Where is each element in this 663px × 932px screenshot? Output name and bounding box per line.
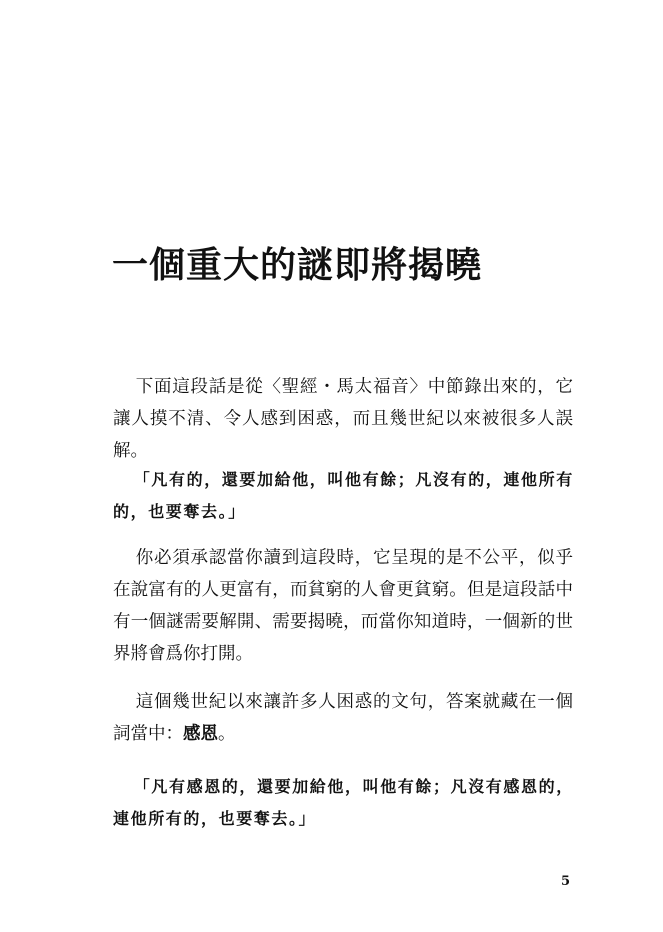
paragraph-unfairness: 你必須承認當你讀到這段時，它呈現的是不公平，似乎在說富有的人更富有，而貧窮的人會更貧窮。但是這段話中有一個謎需要解開、需要揭曉，而當你知道時，一個新的世界將會爲你打開。 (113, 548, 573, 664)
paragraph-intro: 下面這段話是從〈聖經・馬太福音〉中節錄出來的，它讓人摸不清、令人感到困惑，而且幾世紀以來被很多人誤解。 (113, 377, 573, 461)
paragraph-answer-text: 這個幾世紀以來讓許多人困惑的文句，答案就藏在一個詞當中： (113, 692, 573, 744)
page-number: 5 (561, 874, 571, 889)
emphasis-gratitude: 感恩 (183, 724, 218, 744)
scripture-quote-gratitude: 「凡有感恩的，還要加給他，叫他有餘；凡沒有感恩的，連他所有的，也要奪去。」 (113, 777, 574, 828)
scripture-quote: 「凡有的，還要加給他，叫他有餘；凡沒有的，連他所有的，也要奪去。」 (113, 470, 574, 521)
paragraph-answer-end: 。 (218, 724, 236, 744)
paragraph-answer (113, 686, 573, 750)
chapter-title: 一個重大的謎即將揭曉 (112, 245, 483, 286)
